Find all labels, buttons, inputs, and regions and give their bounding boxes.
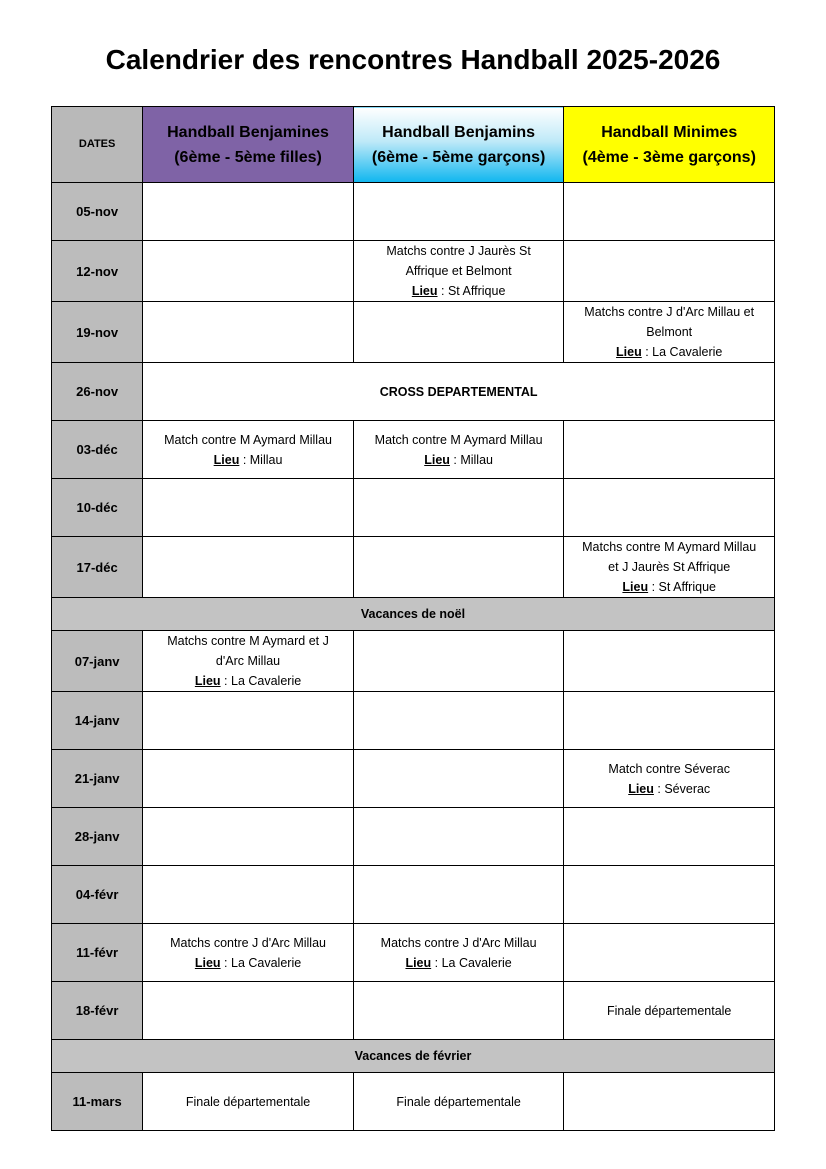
team-sub: (6ème - 5ème garçons) [371, 148, 546, 166]
location-value: : La Cavalerie [220, 674, 302, 688]
date-cell: 28-janv [52, 808, 143, 866]
date-cell: 17-déc [52, 537, 143, 598]
schedule-row [52, 982, 775, 1040]
location-label: Lieu [411, 284, 438, 298]
minimes-cell [564, 183, 775, 241]
team-name: Handball Benjamines [167, 123, 329, 141]
location-line [354, 953, 564, 973]
date-cell: 03-déc [52, 421, 143, 479]
benjamines-header [143, 107, 354, 183]
holiday-row [52, 598, 775, 631]
match-text: et J Jaurès St Affrique [608, 560, 731, 574]
schedule-row [52, 479, 775, 537]
team-sub: (4ème - 3ème garçons) [582, 148, 756, 166]
schedule-row [52, 631, 775, 692]
match-text: Matchs contre M Aymard Millau [582, 540, 757, 554]
schedule-row [52, 692, 775, 750]
schedule-row [52, 924, 775, 982]
location-value: : Séverac [653, 781, 711, 796]
minimes-cell [564, 241, 775, 302]
match-text: Match contre M Aymard Millau [164, 432, 332, 447]
match-text: Matchs contre M Aymard et J [167, 634, 329, 648]
match-text: Finale départementale [396, 1094, 521, 1109]
girls-cell [143, 750, 354, 808]
boys-cell [353, 537, 564, 598]
schedule-row [52, 537, 775, 598]
girls-cell [143, 808, 354, 866]
schedule-row [52, 421, 775, 479]
date-cell: 04-févr [52, 866, 143, 924]
boys-cell [353, 750, 564, 808]
minimes-cell [564, 692, 775, 750]
location-line [354, 281, 564, 301]
date-cell: 12-nov [52, 241, 143, 302]
schedule-row [52, 1073, 775, 1131]
boys-cell [353, 479, 564, 537]
schedule-body [52, 183, 775, 1131]
location-label: Lieu [616, 345, 642, 359]
minimes-cell [564, 1073, 775, 1131]
team-name: Handball Minimes [601, 123, 738, 141]
boys-cell [353, 183, 564, 241]
location-line [564, 779, 774, 799]
benjamins-header [353, 107, 564, 183]
dates-header: DATES [52, 107, 143, 183]
schedule-row [52, 302, 775, 363]
match-text: d'Arc Millau [215, 654, 281, 668]
date-cell: 11-févr [52, 924, 143, 982]
date-cell: 14-janv [52, 692, 143, 750]
date-cell: 11-mars [52, 1073, 143, 1131]
girls-cell [143, 631, 354, 692]
minimes-header [564, 107, 775, 183]
location-value: : St Affrique [437, 284, 506, 298]
boys-cell [353, 302, 564, 363]
boys-cell [353, 421, 564, 479]
holiday-label: Vacances de noël [52, 598, 775, 631]
location-line [354, 450, 564, 470]
match-text: Finale départementale [607, 1003, 732, 1018]
location-label: Lieu [424, 452, 450, 467]
girls-cell [143, 241, 354, 302]
location-value: : La Cavalerie [431, 955, 512, 970]
match-text: Match contre M Aymard Millau [374, 432, 543, 447]
girls-cell [143, 537, 354, 598]
boys-cell [353, 866, 564, 924]
boys-cell [353, 808, 564, 866]
location-line [564, 342, 774, 362]
schedule-table [51, 106, 775, 1131]
schedule-row [52, 363, 775, 421]
match-text: Finale départementale [185, 1094, 311, 1109]
minimes-cell [564, 537, 775, 598]
boys-cell [353, 982, 564, 1040]
match-text: Matchs contre J d'Arc Millau [170, 935, 326, 950]
location-line [564, 577, 774, 597]
location-value: : La Cavalerie [641, 345, 723, 359]
match-text: Matchs contre J Jaurès St [386, 244, 531, 258]
holiday-row [52, 1040, 775, 1073]
location-label: Lieu [628, 781, 654, 796]
boys-cell [353, 631, 564, 692]
date-cell: 19-nov [52, 302, 143, 363]
location-label: Lieu [194, 674, 221, 688]
girls-cell [143, 421, 354, 479]
team-sub: (6ème - 5ème filles) [174, 148, 322, 166]
match-text: Matchs contre J d'Arc Millau [380, 935, 537, 950]
location-line [143, 671, 353, 691]
minimes-cell [564, 750, 775, 808]
event-cell: CROSS DEPARTEMENTAL [143, 363, 775, 421]
girls-cell [143, 479, 354, 537]
location-line [143, 953, 353, 973]
girls-cell [143, 183, 354, 241]
location-label: Lieu [622, 580, 649, 594]
holiday-label: Vacances de février [52, 1040, 775, 1073]
schedule-row [52, 183, 775, 241]
date-cell: 18-févr [52, 982, 143, 1040]
match-text: Match contre Séverac [608, 761, 730, 776]
schedule-row [52, 808, 775, 866]
minimes-cell [564, 631, 775, 692]
match-text: Affrique et Belmont [405, 264, 512, 278]
header-row [52, 107, 775, 183]
team-name: Handball Benjamins [382, 123, 536, 141]
girls-cell [143, 924, 354, 982]
date-cell: 26-nov [52, 363, 143, 421]
location-value: : Millau [239, 452, 283, 467]
girls-cell [143, 1073, 354, 1131]
location-value: : Millau [449, 452, 493, 467]
boys-cell [353, 924, 564, 982]
date-cell: 21-janv [52, 750, 143, 808]
boys-cell [353, 692, 564, 750]
minimes-cell [564, 302, 775, 363]
boys-cell [353, 241, 564, 302]
minimes-cell [564, 479, 775, 537]
schedule-row [52, 866, 775, 924]
minimes-cell [564, 866, 775, 924]
match-text: Belmont [646, 325, 693, 339]
location-value: : St Affrique [648, 580, 716, 594]
page-title: Calendrier des rencontres Handball 2025-2026 [105, 44, 721, 75]
schedule-row [52, 241, 775, 302]
minimes-cell [564, 808, 775, 866]
girls-cell [143, 302, 354, 363]
location-line [143, 450, 353, 470]
minimes-cell [564, 982, 775, 1040]
match-text: Matchs contre J d'Arc Millau et [584, 305, 755, 319]
minimes-cell [564, 421, 775, 479]
location-label: Lieu [194, 955, 221, 970]
date-cell: 10-déc [52, 479, 143, 537]
schedule-row [52, 750, 775, 808]
location-value: : La Cavalerie [220, 955, 302, 970]
minimes-cell [564, 924, 775, 982]
girls-cell [143, 866, 354, 924]
girls-cell [143, 692, 354, 750]
girls-cell [143, 982, 354, 1040]
date-cell: 07-janv [52, 631, 143, 692]
location-label: Lieu [213, 452, 240, 467]
boys-cell [353, 1073, 564, 1131]
location-label: Lieu [405, 955, 432, 970]
date-cell: 05-nov [52, 183, 143, 241]
